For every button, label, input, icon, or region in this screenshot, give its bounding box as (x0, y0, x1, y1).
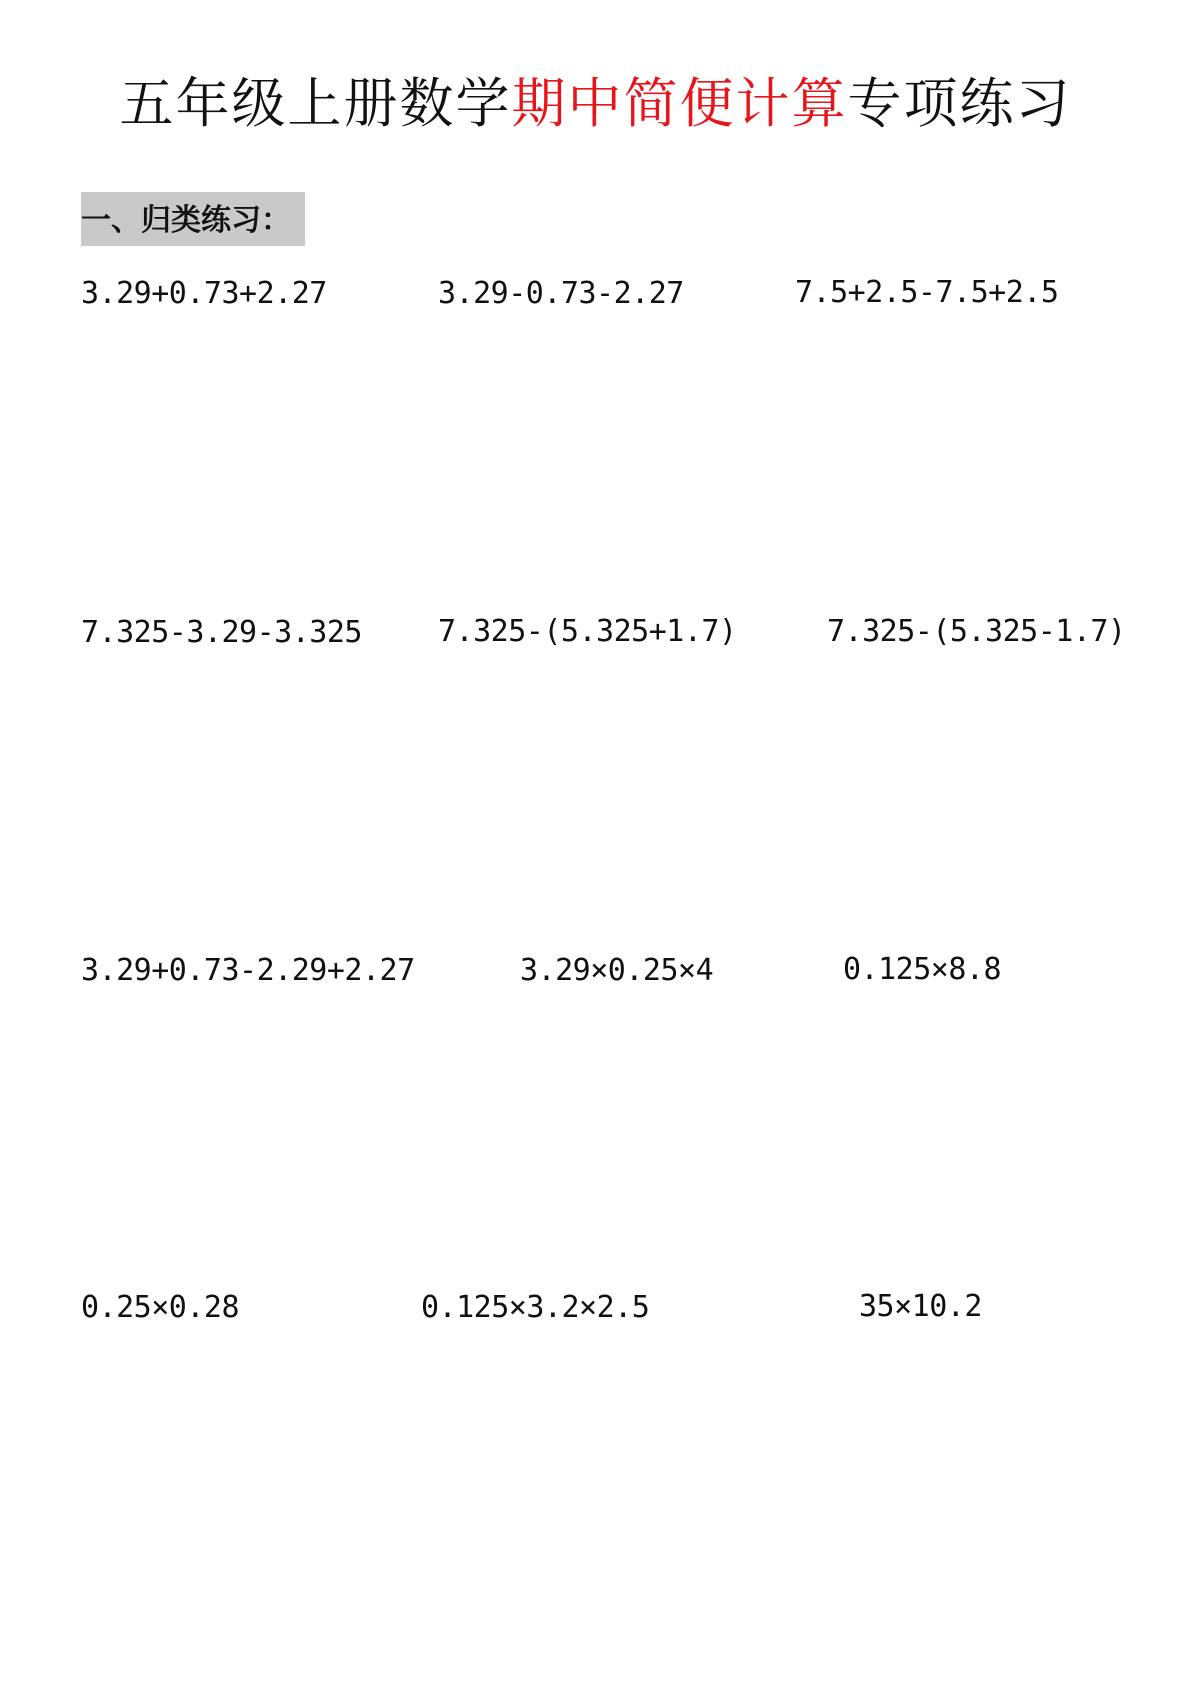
problem-5: 7.325-(5.325+1.7) (438, 614, 737, 649)
page-title (0, 68, 1191, 140)
problem-4: 7.325-3.29-3.325 (81, 615, 362, 650)
problem-8: 3.29×0.25×4 (520, 953, 714, 988)
problem-12: 35×10.2 (859, 1289, 982, 1324)
title-part-1: 五年级上册数学 (119, 72, 512, 135)
title-highlight: 期中简便计算 (511, 72, 848, 135)
problem-6: 7.325-(5.325-1.7) (827, 614, 1126, 649)
problem-3: 7.5+2.5-7.5+2.5 (795, 275, 1059, 310)
section-heading: 一、归类练习： (81, 192, 305, 246)
problem-1: 3.29+0.73+2.27 (81, 276, 327, 311)
problem-10: 0.25×0.28 (81, 1290, 240, 1325)
problem-11: 0.125×3.2×2.5 (421, 1290, 650, 1325)
title-part-2: 专项练习 (847, 72, 1072, 135)
problem-9: 0.125×8.8 (843, 952, 1002, 987)
problem-7: 3.29+0.73-2.29+2.27 (81, 953, 415, 988)
problem-2: 3.29-0.73-2.27 (438, 276, 684, 311)
